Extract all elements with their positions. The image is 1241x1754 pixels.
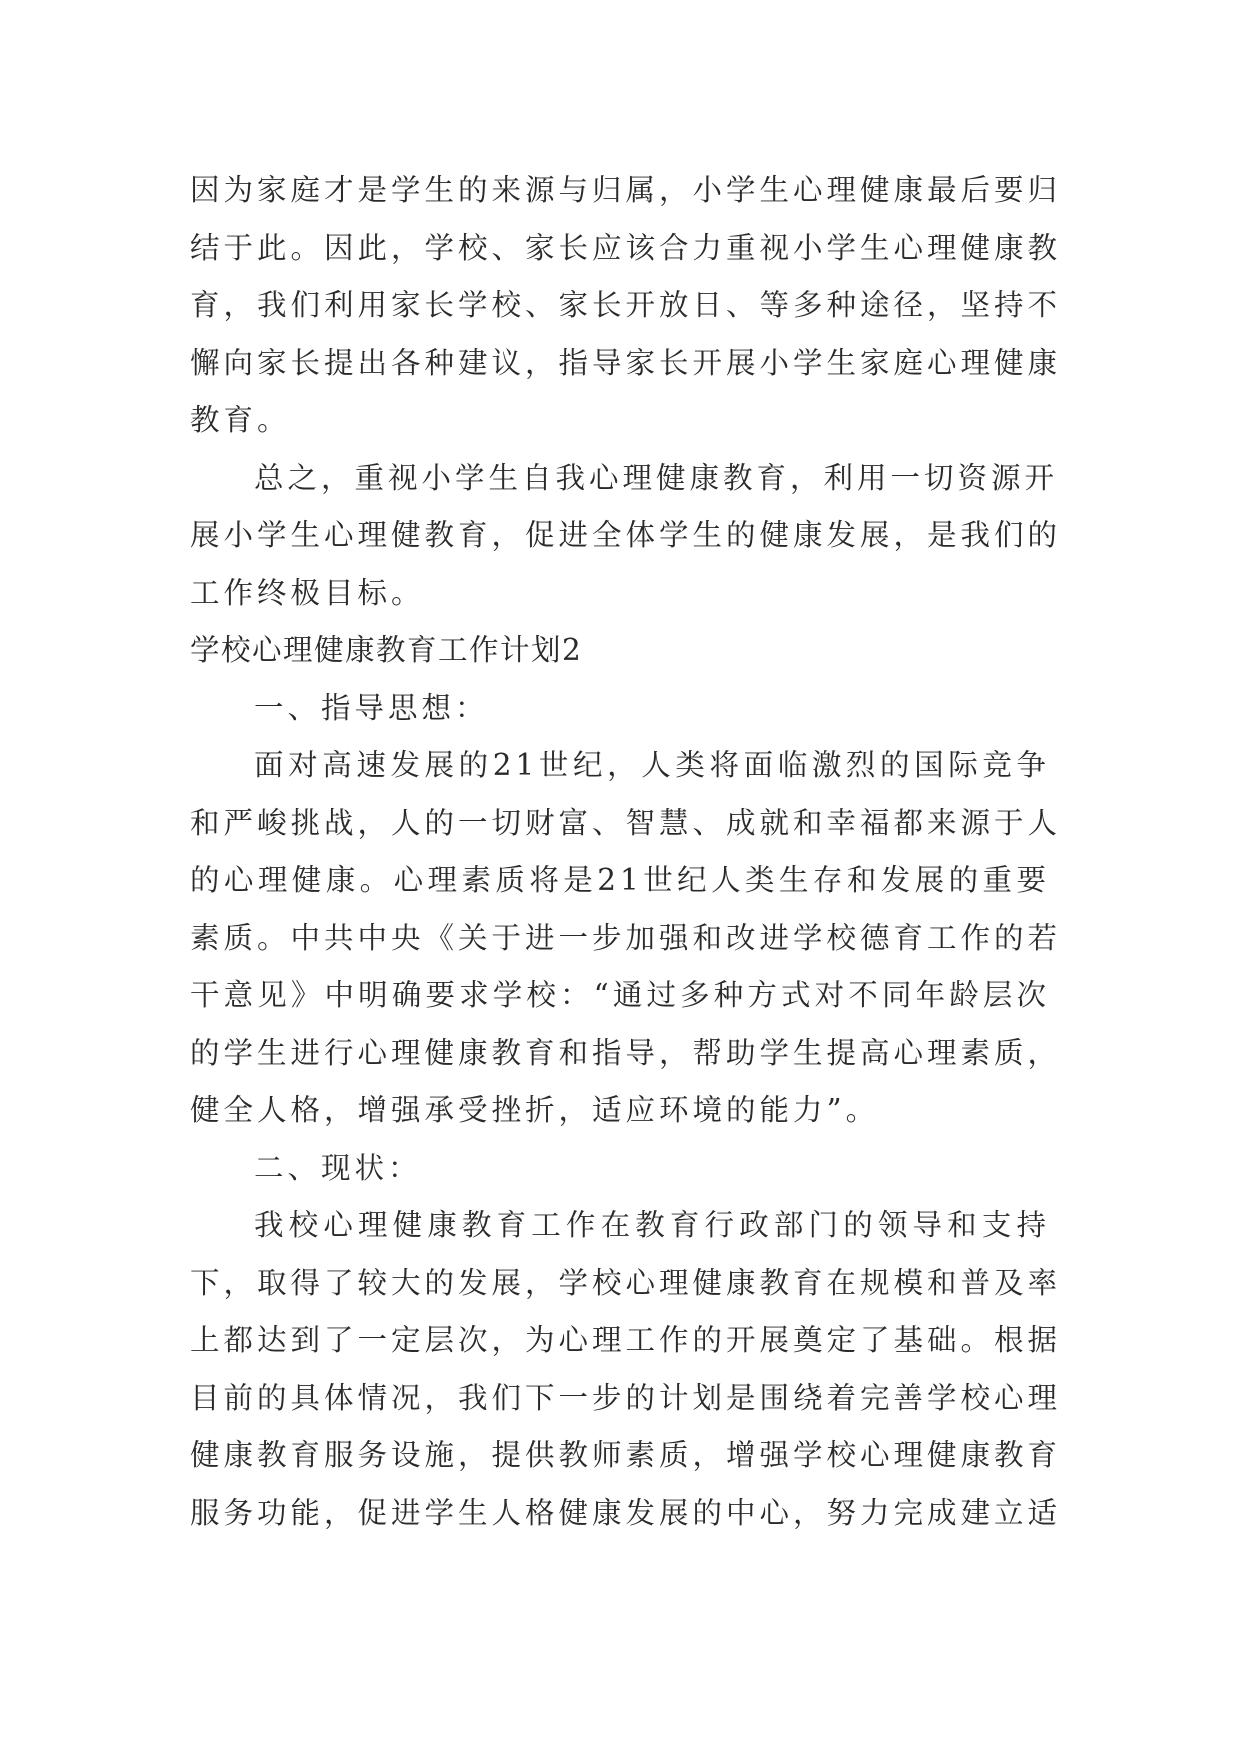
text-line: 育，我们利用家长学校、家长开放日、等多种途径，坚持不 bbox=[190, 288, 1062, 322]
document-body bbox=[190, 162, 1062, 1542]
paragraph-first-line: 总之，重视小学生自我心理健康教育，利用一切资源开 bbox=[254, 460, 1059, 495]
text-line: 健康教育服务设施，提供教师素质，增强学校心理健康教育 bbox=[190, 1438, 1062, 1472]
subsection-heading: 一、指导思想： bbox=[254, 690, 489, 725]
text-line: 上都达到了一定层次，为心理工作的开展奠定了基础。根据 bbox=[190, 1323, 1062, 1357]
text-line: 教育。 bbox=[190, 403, 291, 437]
text-line: 健全人格，增强承受挫折，适应环境的能力”。 bbox=[190, 1093, 880, 1127]
text-line: 目前的具体情况，我们下一步的计划是围绕着完善学校心理 bbox=[190, 1380, 1062, 1415]
text-line: 的心理健康。心理素质将是21世纪人类生存和发展的重要 bbox=[190, 863, 1050, 897]
text-line: 懈向家长提出各种建议，指导家长开展小学生家庭心理健康 bbox=[190, 345, 1062, 380]
paragraph-first-line: 我校心理健康教育工作在教育行政部门的领导和支持 bbox=[254, 1208, 1050, 1242]
text-line: 素质。中共中央《关于进一步加强和改进学校德育工作的若 bbox=[190, 920, 1062, 955]
text-line: 结于此。因此，学校、家长应该合力重视小学生心理健康教 bbox=[190, 230, 1062, 265]
text-line: 展小学生心理健教育，促进全体学生的健康发展，是我们的 bbox=[190, 518, 1062, 552]
paragraph-first-line: 面对高速发展的21世纪，人类将面临激烈的国际竞争 bbox=[254, 748, 1050, 782]
text-line: 服务功能，促进学生人格健康发展的中心，努力完成建立适 bbox=[190, 1495, 1062, 1530]
text-line: 下，取得了较大的发展，学校心理健康教育在规模和普及率 bbox=[190, 1265, 1062, 1300]
subsection-heading: 二、现状： bbox=[254, 1150, 422, 1185]
text-line: 干意见》中明确要求学校：“通过多种方式对不同年龄层次 bbox=[190, 978, 1050, 1012]
text-line: 的学生进行心理健康教育和指导，帮助学生提高心理素质， bbox=[190, 1035, 1062, 1070]
text-line: 和严峻挑战，人的一切财富、智慧、成就和幸福都来源于人 bbox=[190, 805, 1062, 840]
text-line: 工作终极目标。 bbox=[190, 575, 425, 610]
section-title: 学校心理健康教育工作计划2 bbox=[190, 633, 583, 667]
text-line: 因为家庭才是学生的来源与归属，小学生心理健康最后要归 bbox=[190, 173, 1062, 207]
